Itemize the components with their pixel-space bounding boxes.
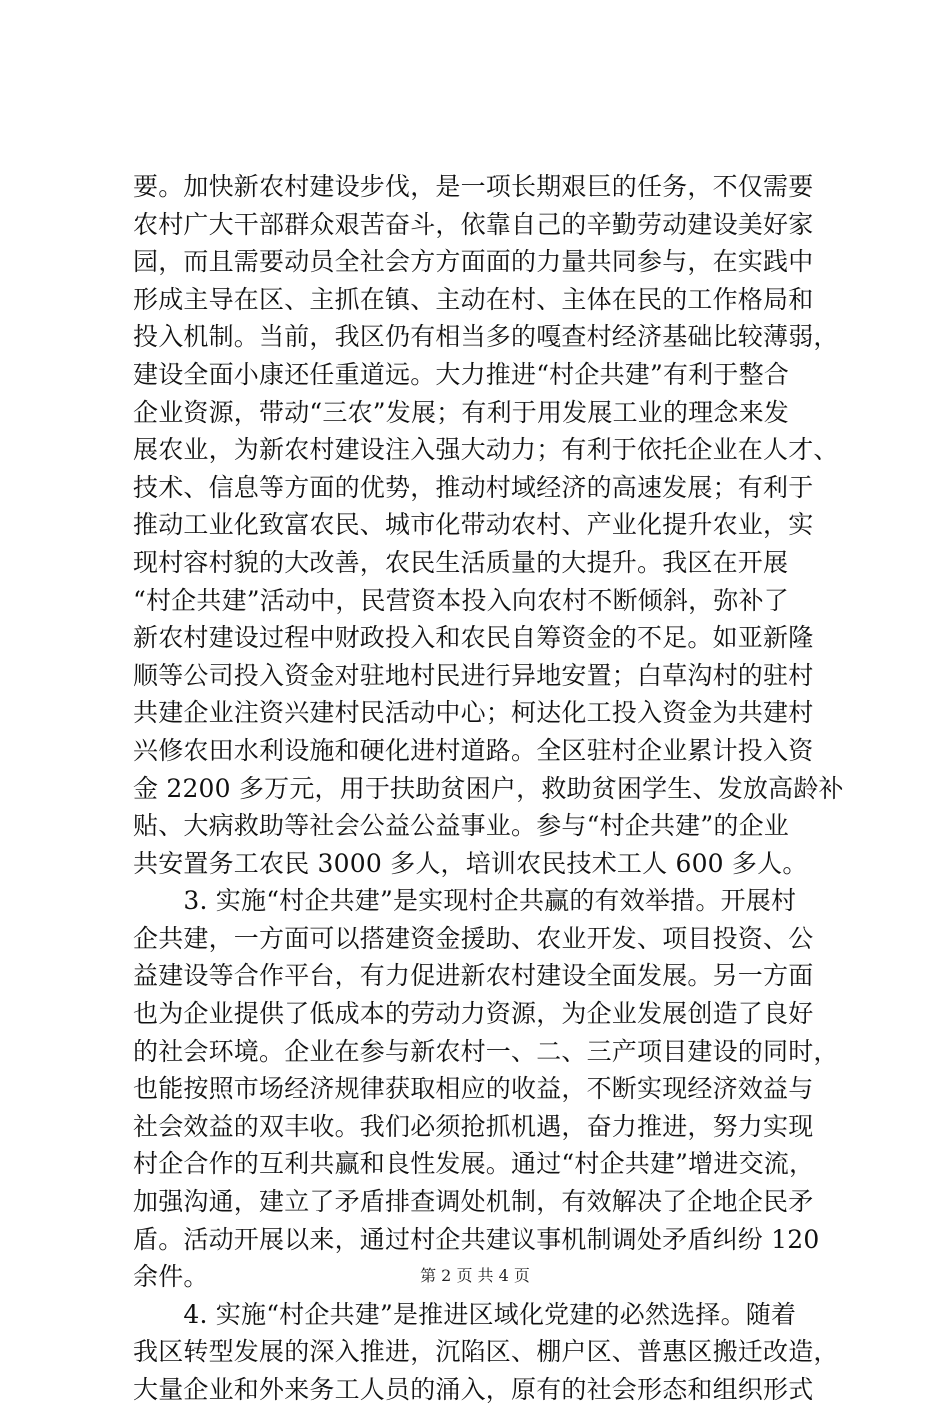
text-line: 推动工业化致富农民、城市化带动农村、产业化提升农业，实 [133, 510, 814, 540]
text-line: 建设全面小康还任重道远。大力推进“村企共建”有利于整合 [133, 359, 789, 389]
text-line: 社会效益的双丰收。我们必须抢抓机遇，奋力推进，努力实现 [133, 1111, 814, 1141]
text-line: 益建设等合作平台，有力促进新农村建设全面发展。另一方面 [133, 961, 814, 991]
text-line: 农村广大干部群众艰苦奋斗，依靠自己的辛勤劳动建设美好家 [133, 209, 814, 239]
text-line: 也能按照市场经济规律获取相应的收益，不断实现经济效益与 [133, 1074, 814, 1104]
text-line: 新农村建设过程中财政投入和农民自筹资金的不足。如亚新隆 [133, 623, 814, 653]
text-line: 要。加快新农村建设步伐，是一项长期艰巨的任务，不仅需要 [133, 172, 814, 201]
page-footer: 第 2 页 共 4 页 [420, 1266, 530, 1285]
text-line: 共建企业注资兴建村民活动中心；柯达化工投入资金为共建村 [133, 698, 814, 728]
text-line: 企业资源，带动“三农”发展；有利于用发展工业的理念来发 [133, 397, 789, 427]
text-line: 3. 实施“村企共建”是实现村企共赢的有效举措。开展村 [133, 886, 797, 916]
text-line: 也为企业提供了低成本的劳动力资源，为企业发展创造了良好 [133, 999, 814, 1029]
text-line: 余件。 [133, 1262, 209, 1292]
text-line: 园，而且需要动员全社会方方面面的力量共同参与，在实践中 [133, 247, 814, 277]
text-line: 金 2200 多万元，用于扶助贫困户，救助贫困学生、发放高龄补 [133, 773, 844, 803]
text-line: 4. 实施“村企共建”是推进区域化党建的必然选择。随着 [133, 1299, 797, 1329]
text-line: “村企共建”活动中，民营资本投入向农村不断倾斜，弥补了 [133, 585, 789, 615]
document-body [133, 168, 844, 1409]
text-line: 村企合作的互利共赢和良性发展。通过“村企共建”增进交流， [133, 1149, 815, 1179]
text-line: 共安置务工农民 3000 多人，培训农民技术工人 600 多人。 [133, 848, 808, 878]
text-line: 的社会环境。企业在参与新农村一、二、三产项目建设的同时， [133, 1036, 839, 1066]
text-line: 贴、大病救助等社会公益公益事业。参与“村企共建”的企业 [133, 811, 789, 841]
text-line: 展农业，为新农村建设注入强大动力；有利于依托企业在人才、 [133, 435, 839, 465]
text-line: 大量企业和外来务工人员的涌入，原有的社会形态和组织形式 [133, 1375, 814, 1404]
text-line: 我区转型发展的深入推进，沉陷区、棚户区、普惠区搬迁改造， [133, 1337, 839, 1367]
text-line: 盾。活动开展以来，通过村企共建议事机制调处矛盾纠纷 120 [133, 1224, 820, 1254]
text-line: 兴修农田水利设施和硬化进村道路。全区驻村企业累计投入资 [133, 735, 814, 765]
text-line: 顺等公司投入资金对驻地村民进行异地安置；白草沟村的驻村 [133, 660, 814, 690]
text-line: 企共建，一方面可以搭建资金援助、农业开发、项目投资、公 [133, 923, 814, 953]
text-line: 形成主导在区、主抓在镇、主动在村、主体在民的工作格局和 [133, 284, 814, 314]
text-line: 投入机制。当前，我区仍有相当多的嘎查村经济基础比较薄弱， [133, 322, 839, 352]
text-line: 加强沟通，建立了矛盾排查调处机制，有效解决了企地企民矛 [133, 1187, 814, 1217]
text-line: 现村容村貌的大改善，农民生活质量的大提升。我区在开展 [133, 547, 789, 577]
text-line: 技术、信息等方面的优势，推动村域经济的高速发展；有利于 [133, 472, 814, 502]
